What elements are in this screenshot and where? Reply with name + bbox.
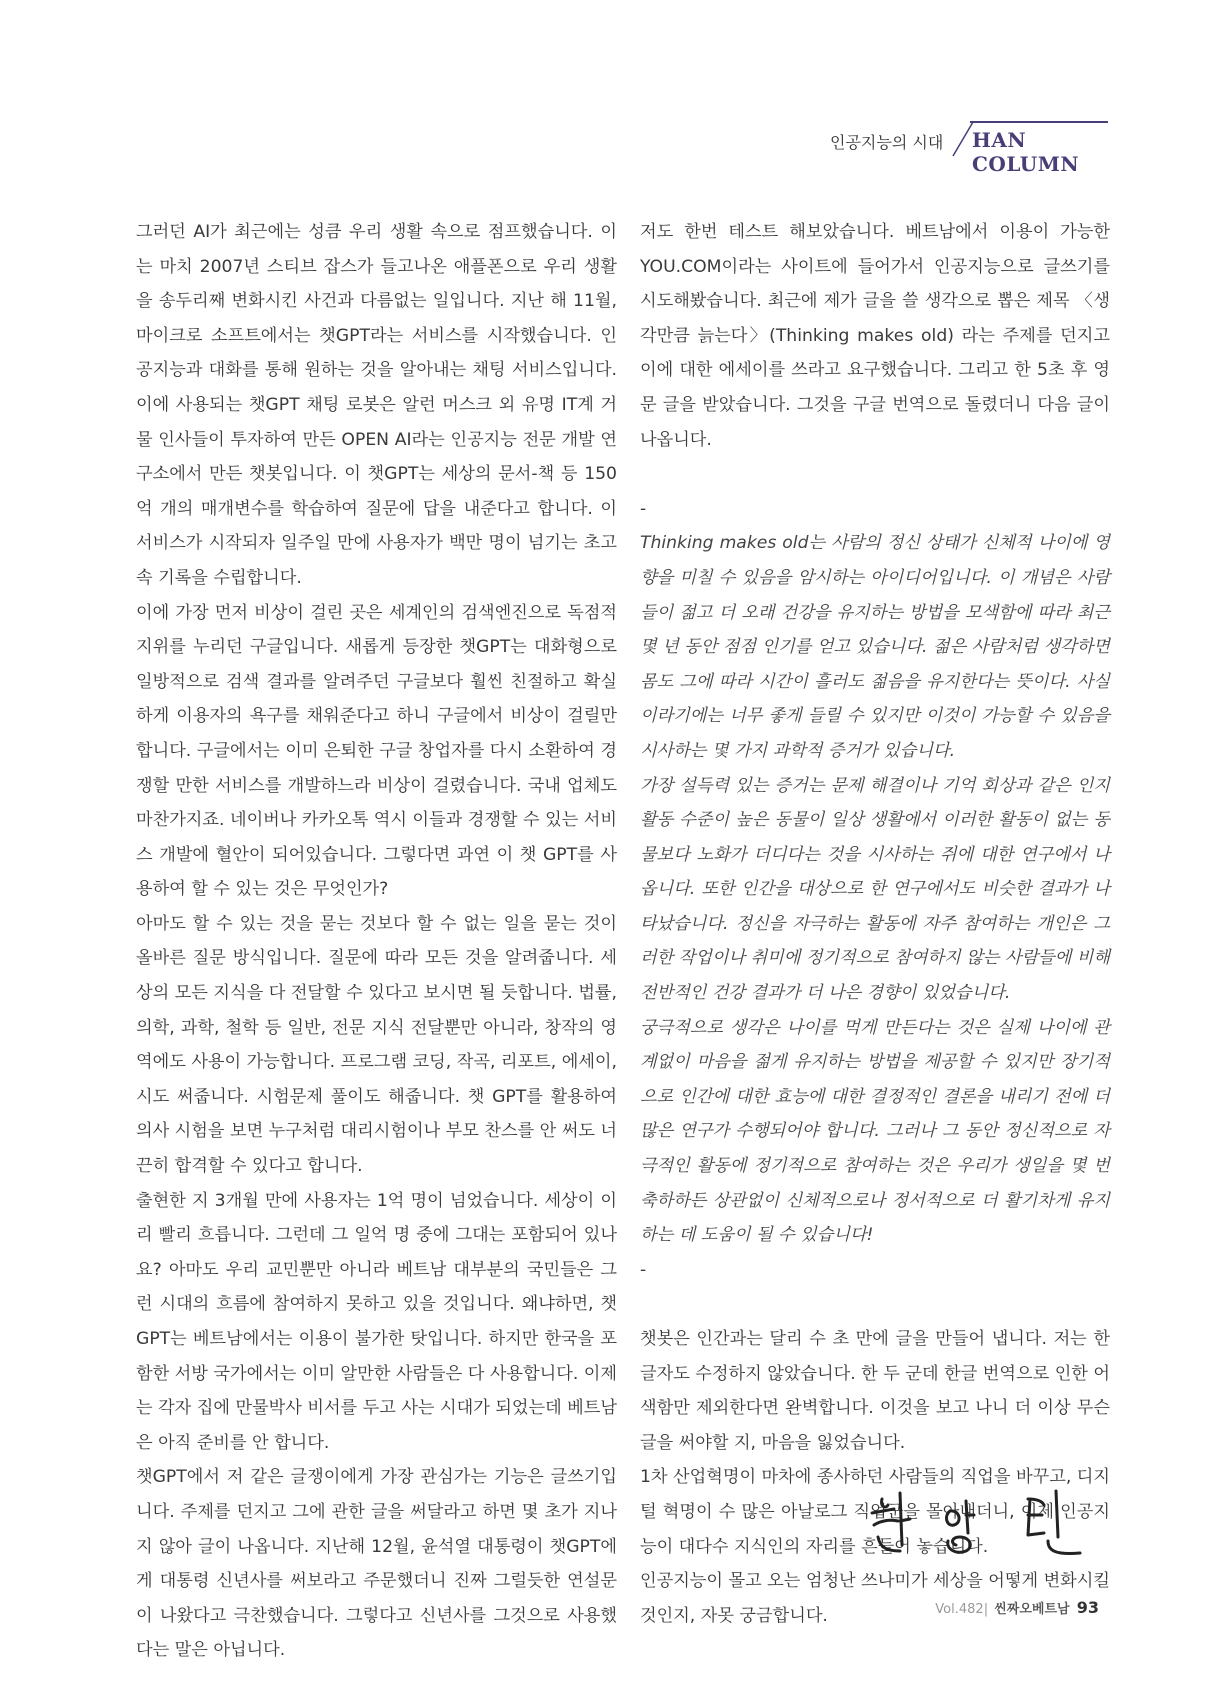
left-column [136, 215, 617, 1668]
magazine-name: 씬짜오베트남 [994, 1602, 1070, 1617]
paragraph: 1차 산업혁명이 마차에 종사하던 사람들의 직업을 바꾸고, 디지털 혁명이 수 많은 아날로그 직업군을 몰아내더니, 이제 인공지능이 대다수 지식인의 자리를 흔들어 놓습니다. [640, 1467, 1110, 1557]
page-footer [935, 1598, 1099, 1617]
column-name: HAN COLUMN [972, 128, 1080, 176]
paragraph: 이에 가장 먼저 비상이 걸린 곳은 세계인의 검색엔진으로 독점적 지위를 누리던 구글입니다. 새롭게 등장한 챗GPT는 대화형으로 일방적으로 검색 결과를 알려주던 구글보다 훨씬 친절하고 확실하게 이용자의 욕구를 채워준다고 하니 구글에서 비상이 걸릴만합니다. 구글에서는 이미 은퇴한 구글 창업자를 다시 소환하여 경쟁할 만한 서비스를 개발하느라 비상이 걸렸습니다. 국내 업체도 마찬가지죠. 네이버나 카카오톡 역시 이들과 경쟁할 수 있는 서비스 개발에 혈안이 되어있습니다. 그렇다면 과연 이 챗 GPT를 사용하여 할 수 있는 것은 무엇인가? [136, 602, 617, 900]
paragraph: 챗GPT에서 저 같은 글쟁이에게 가장 관심가는 기능은 글쓰기입니다. 주제를 던지고 그에 관한 글을 써달라고 하면 몇 초가 지나지 않아 글이 나옵니다. 지난해 12월, 윤석열 대통령이 챗GPT에게 대통령 신년사를 써보라고 주문했더니 진짜 그럴듯한 연설문이 나왔다고 극찬했습니다. 그렇다고 신년사를 그것으로 사용했다는 말은 아닙니다. [136, 1467, 617, 1661]
paragraph: 출현한 지 3개월 만에 사용자는 1억 명이 넘었습니다. 세상이 이리 빨리 흐릅니다. 그런데 그 일억 명 중에 그대는 포함되어 있나요? 아마도 우리 교민뿐만 아니라 베트남 대부분의 국민들은 그런 시대의 흐름에 참여하지 못하고 있을 것입니다. 왜냐하면, 챗GPT는 베트남에서는 이용이 불가한 탓입니다. 하지만 한국을 포함한 서방 국가에서는 이미 알만한 사람들은 다 사용합니다. 이제는 각자 집에 만물박사 비서를 두고 사는 시대가 되었는데 베트남은 아직 준비를 안 합니다. [136, 1190, 617, 1453]
quote-paragraph: Thinking makes old는 사람의 정신 상태가 신체적 나이에 영향을 미칠 수 있음을 암시하는 아이디어입니다. 이 개념은 사람들이 젊고 더 오래 건강을 유지하는 방법을 모색함에 따라 최근 몇 년 동안 점점 인기를 얻고 있습니다. 젊은 사람처럼 생각하면 몸도 그에 따라 시간이 흘러도 젊음을 유지한다는 뜻이다. 사실이라기에는 너무 좋게 들릴 수 있지만 이것이 가능할 수 있음을 시사하는 몇 가지 과학적 증거가 있습니다. [640, 533, 1110, 761]
column-header [820, 118, 1110, 176]
quote-paragraph: 가장 설득력 있는 증거는 문제 해결이나 기억 회상과 같은 인지 활동 수준이 높은 동물이 일상 생활에서 이러한 활동이 없는 동물보다 노화가 더디다는 것을 시사하는 쥐에 대한 연구에서 나옵니다. 또한 인간을 대상으로 한 연구에서도 비슷한 결과가 나타났습니다. 정신을 자극하는 활동에 자주 참여하는 개인은 그러한 작업이나 취미에 정기적으로 참여하지 않는 사람들에 비해 전반적인 건강 결과가 더 나은 경향이 있었습니다. [640, 775, 1110, 1004]
section-title: 인공지능의 시대 [830, 133, 944, 152]
footer-separator: | [983, 1602, 989, 1617]
right-column [640, 215, 1110, 1633]
paragraph: 챗봇은 인간과는 달리 수 초 만에 글을 만들어 냅니다. 저는 한 글자도 수정하지 않았습니다. 한 두 군데 한글 번역으로 인한 어색함만 제외한다면 완벽합니다. 이것을 보고 나니 더 이상 무슨 글을 써야할 지, 마음을 잃었습니다. [640, 1329, 1110, 1453]
header-rule [970, 121, 1108, 123]
paragraph: 인공지능이 몰고 오는 엄청난 쓰나미가 세상을 어떻게 변화시킬 것인지, 자못 궁금합니다. [640, 1571, 1110, 1626]
quote-paragraph: 궁극적으로 생각은 나이를 먹게 만든다는 것은 실제 나이에 관계없이 마음을 젊게 유지하는 방법을 제공할 수 있지만 장기적으로 인간에 대한 효능에 대한 결정적인 결론을 내리기 전에 더 많은 연구가 수행되어야 합니다. 그러나 그 동안 정신적으로 자극적인 활동에 정기적으로 참여하는 것은 우리가 생일을 몇 번 축하하든 상관없이 신체적으로나 정서적으로 더 활기차게 유지하는 데 도움이 될 수 있습니다! [640, 1017, 1110, 1246]
paragraph: 아마도 할 수 있는 것을 묻는 것보다 할 수 없는 일을 묻는 것이 올바른 질문 방식입니다. 질문에 따라 모든 것을 알려줍니다. 세상의 모든 지식을 다 전달할 수 있다고 보시면 될 듯합니다. 법률, 의학, 과학, 철학 등 일반, 전문 지식 전달뿐만 아니라, 창작의 영역에도 사용이 가능합니다. 프로그램 코딩, 작곡, 리포트, 에세이, 시도 써줍니다. 시험문제 풀이도 해줍니다. 챗 GPT를 활용하여 의사 시험을 보면 누구처럼 대리시험이나 부모 찬스를 안 써도 너끈히 합격할 수 있다고 합니다. [136, 913, 617, 1177]
quote-dash-end: - [640, 1259, 647, 1280]
quote-dash-start: - [640, 498, 647, 519]
author-signature [860, 1485, 1110, 1565]
intro-paragraph: 저도 한번 테스트 해보았습니다. 베트남에서 이용이 가능한 YOU.COM이라는 사이트에 들어가서 인공지능으로 글쓰기를 시도해봤습니다. 최근에 제가 글을 쓸 생각으로 뽑은 제목 〈생각만큼 늙는다〉(Thinking makes old) 라는 주제를 던지고 이에 대한 에세이를 쓰라고 요구했습니다. 그리고 한 5초 후 영문 글을 받았습니다. 그것을 구글 번역으로 돌렸더니 다음 글이 나옵니다. [640, 222, 1110, 450]
paragraph: 그러던 AI가 최근에는 성큼 우리 생활 속으로 점프했습니다. 이는 마치 2007년 스티브 잡스가 들고나온 애플폰으로 우리 생활을 송두리째 변화시킨 사건과 다름없는 일입니다. 지난 해 11월, 마이크로 소프트에서는 챗GPT라는 서비스를 시작했습니다. 인공지능과 대화를 통해 원하는 것을 알아내는 채팅 서비스입니다. 이에 사용되는 챗GPT 채팅 로봇은 알런 머스크 외 유명 IT계 거물 인사들이 투자하여 만든 OPEN AI라는 인공지능 전문 개발 연구소에서 만든 챗봇입니다. 이 챗GPT는 세상의 문서-책 등 150억 개의 매개변수를 학습하여 질문에 답을 내준다고 합니다. 이 서비스가 시작되자 일주일 만에 사용자가 백만 명이 넘기는 초고속 기록을 수립합니다. [136, 222, 617, 588]
volume-number: Vol.482 [935, 1602, 984, 1617]
page-number: 93 [1076, 1598, 1099, 1617]
